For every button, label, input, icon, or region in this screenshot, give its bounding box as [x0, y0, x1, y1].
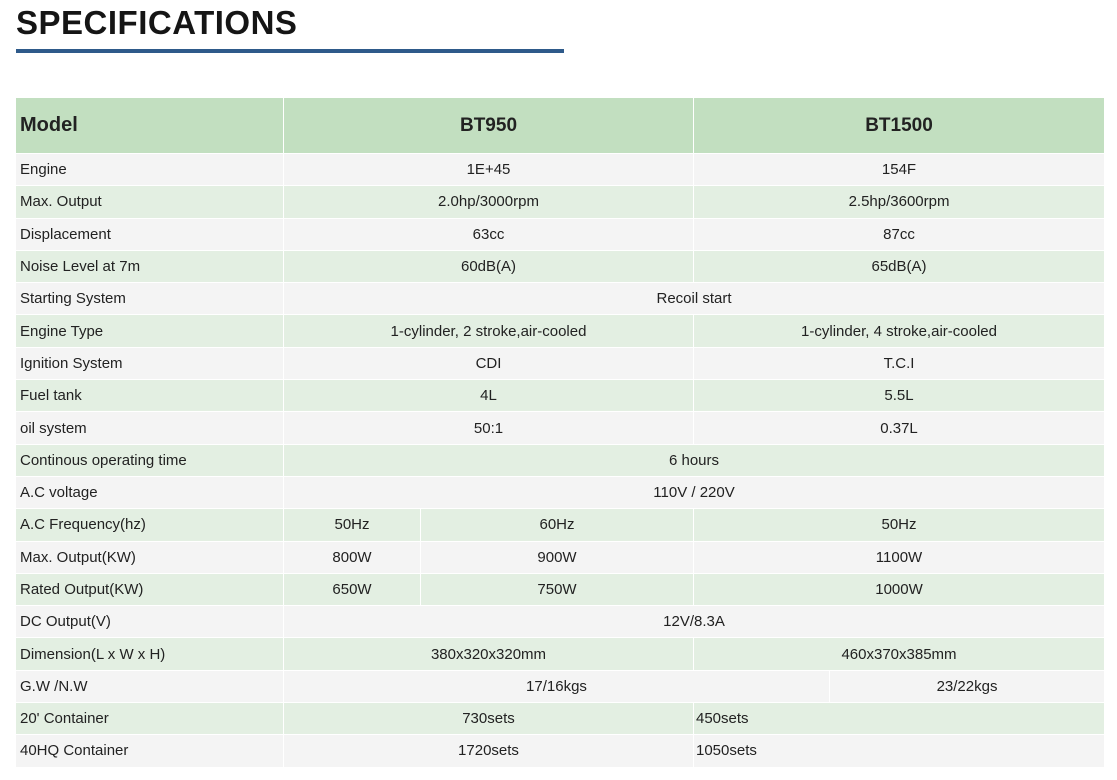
model-header: Model — [16, 98, 284, 154]
table-row — [16, 380, 1105, 412]
table-row — [16, 670, 1105, 702]
table-row — [16, 315, 1105, 347]
bt950-value: 17/16kgs — [284, 670, 830, 702]
bt950-value: 730sets — [284, 703, 694, 735]
table-row — [16, 154, 1105, 186]
row-label: Rated Output(KW) — [16, 573, 284, 605]
bt950-value: 1E+45 — [284, 154, 694, 186]
bt950-60hz-value: 900W — [421, 541, 694, 573]
bt950-50hz-value: 800W — [284, 541, 421, 573]
table-row — [16, 347, 1105, 379]
bt1500-value: 1050sets — [694, 735, 1105, 767]
row-label: Engine Type — [16, 315, 284, 347]
bt1500-value: 5.5L — [694, 380, 1105, 412]
bt950-value: 50:1 — [284, 412, 694, 444]
bt950-value: 63cc — [284, 218, 694, 250]
row-label: Noise Level at 7m — [16, 250, 284, 282]
shared-value: 12V/8.3A — [284, 606, 1105, 638]
bt950-60hz-value: 60Hz — [421, 509, 694, 541]
bt1500-value: 65dB(A) — [694, 250, 1105, 282]
table-row — [16, 735, 1105, 767]
table-row — [16, 218, 1105, 250]
bt950-value: 380x320x320mm — [284, 638, 694, 670]
row-label: 40HQ Container — [16, 735, 284, 767]
bt950-value: 4L — [284, 380, 694, 412]
table-header-row — [16, 98, 1105, 154]
row-label: Max. Output(KW) — [16, 541, 284, 573]
bt1500-50hz-value: 1000W — [694, 573, 1105, 605]
table-row — [16, 703, 1105, 735]
shared-value: 6 hours — [284, 444, 1105, 476]
bt1500-value: 0.37L — [694, 412, 1105, 444]
bt950-60hz-value: 750W — [421, 573, 694, 605]
bt1500-value: 450sets — [694, 703, 1105, 735]
row-label: Displacement — [16, 218, 284, 250]
model-bt1500-header: BT1500 — [694, 98, 1105, 154]
page-title: SPECIFICATIONS — [16, 4, 298, 41]
row-label: Dimension(L x W x H) — [16, 638, 284, 670]
bt1500-50hz-value: 1100W — [694, 541, 1105, 573]
bt1500-value: 460x370x385mm — [694, 638, 1105, 670]
bt1500-value: 2.5hp/3600rpm — [694, 186, 1105, 218]
row-label: G.W /N.W — [16, 670, 284, 702]
row-label: Ignition System — [16, 347, 284, 379]
table-row — [16, 444, 1105, 476]
bt1500-50hz-value: 50Hz — [694, 509, 1105, 541]
shared-value: Recoil start — [284, 283, 1105, 315]
row-label: Fuel tank — [16, 380, 284, 412]
shared-value: 110V / 220V — [284, 476, 1105, 508]
table-row — [16, 412, 1105, 444]
row-label: DC Output(V) — [16, 606, 284, 638]
bt950-value: 1-cylinder, 2 stroke,air-cooled — [284, 315, 694, 347]
bt1500-value: 87cc — [694, 218, 1105, 250]
bt1500-value: 154F — [694, 154, 1105, 186]
bt950-value: 2.0hp/3000rpm — [284, 186, 694, 218]
row-label: oil system — [16, 412, 284, 444]
table-row — [16, 283, 1105, 315]
table-row — [16, 638, 1105, 670]
table-row — [16, 509, 1105, 541]
bt950-value: 1720sets — [284, 735, 694, 767]
row-label: Starting System — [16, 283, 284, 315]
bt950-value: CDI — [284, 347, 694, 379]
table-row — [16, 573, 1105, 605]
table-row — [16, 250, 1105, 282]
bt950-50hz-value: 50Hz — [284, 509, 421, 541]
row-label: Continous operating time — [16, 444, 284, 476]
row-label: A.C voltage — [16, 476, 284, 508]
row-label: A.C Frequency(hz) — [16, 509, 284, 541]
bt1500-value: T.C.I — [694, 347, 1105, 379]
table-row — [16, 606, 1105, 638]
title-underline — [16, 49, 564, 53]
row-label: Engine — [16, 154, 284, 186]
bt950-50hz-value: 650W — [284, 573, 421, 605]
bt1500-value: 23/22kgs — [830, 670, 1105, 702]
table-row — [16, 476, 1105, 508]
bt950-value: 60dB(A) — [284, 250, 694, 282]
model-bt950-header: BT950 — [284, 98, 694, 154]
row-label: 20' Container — [16, 703, 284, 735]
table-row — [16, 186, 1105, 218]
bt1500-value: 1-cylinder, 4 stroke,air-cooled — [694, 315, 1105, 347]
table-row — [16, 541, 1105, 573]
row-label: Max. Output — [16, 186, 284, 218]
specifications-table — [15, 97, 1105, 768]
